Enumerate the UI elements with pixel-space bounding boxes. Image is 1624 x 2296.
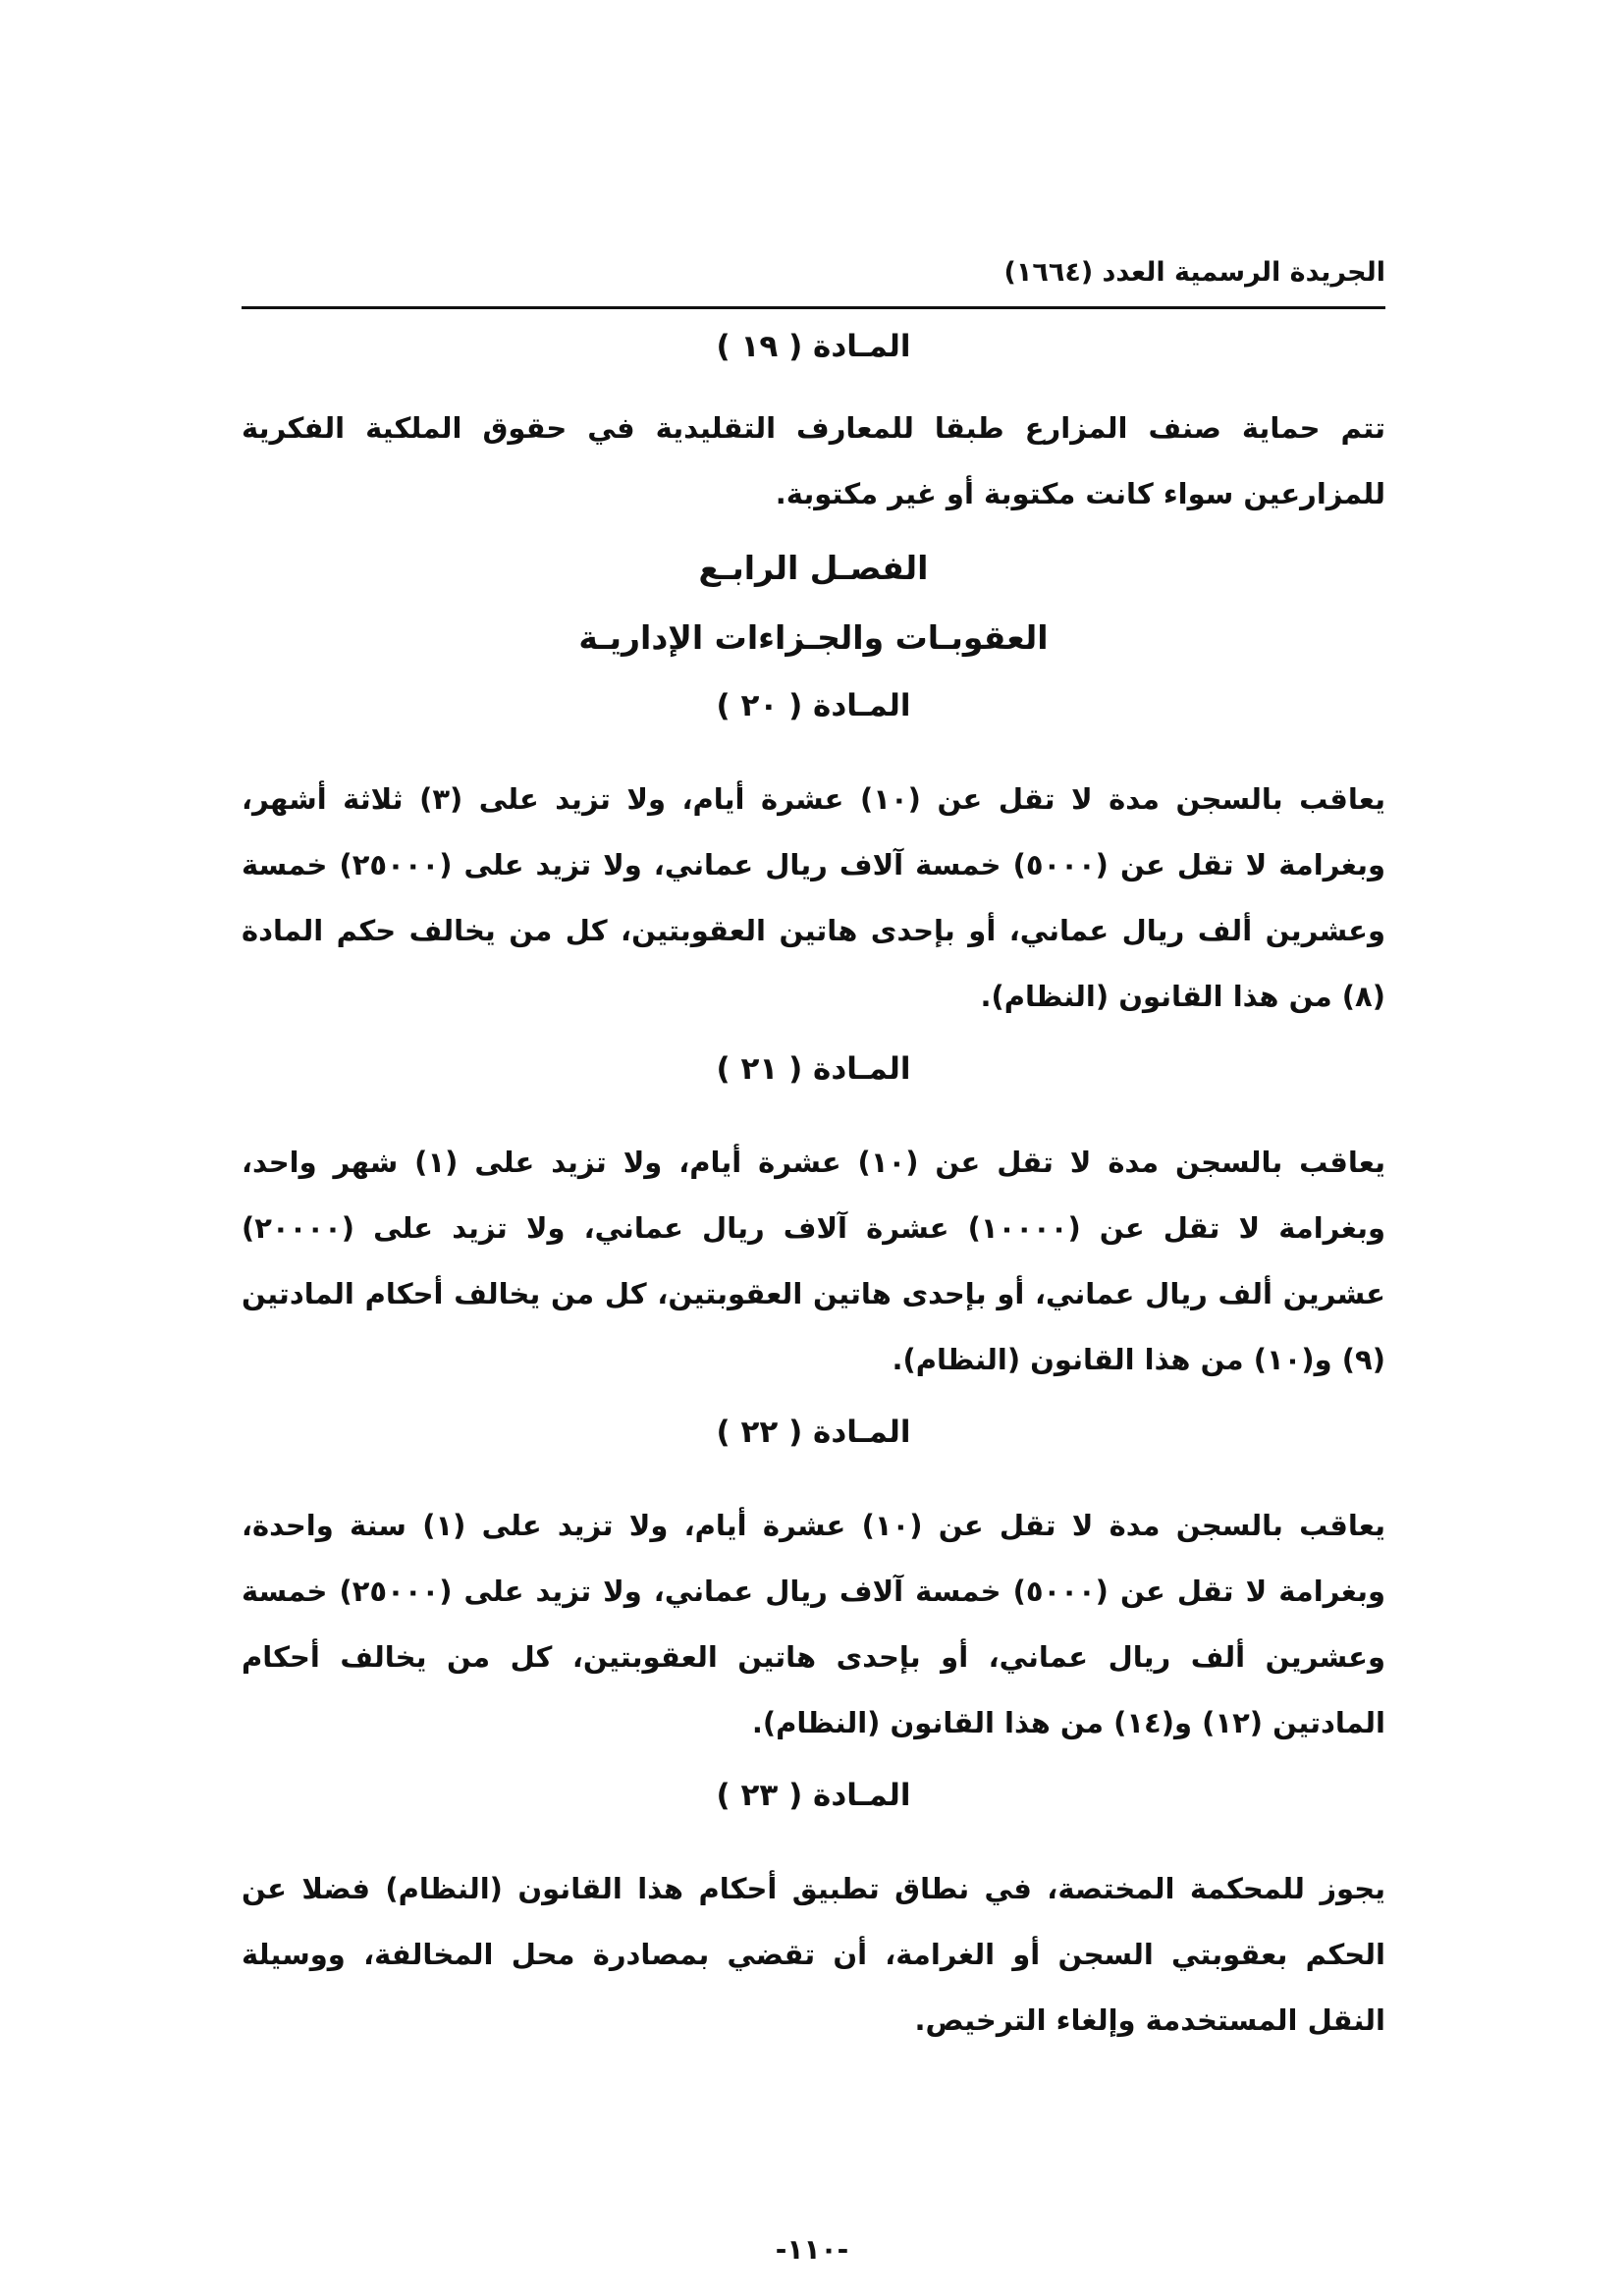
article-21-heading: المـادة ( ٢١ ): [716, 1051, 911, 1087]
article-21-text: يعاقب بالسجن مدة لا تقل عن (١٠) عشرة أيام، ولا تزيد على (١) شهر واحد، وبغرامة لا تقل عن (١٠٠٠٠) عشرة آلاف ريال عماني، ولا تزيد على (٢٠٠٠٠) عشرين ألف ريال عماني، أو بإحدى هاتين العقوبتين، كل من يخالف أحكام المادتين (٩) و(١٠) من هذا القانون (النظام).: [242, 1146, 1386, 1376]
article-19-text: تتم حماية صنف المزارع طبقا للمعارف التقليدية في حقوق الملكية الفكرية للمزارعين سواء كانت مكتوبة أو غير مكتوبة.: [242, 411, 1385, 510]
chapter-title-heading: العقوبـات والجـزاءات الإداريـة: [578, 618, 1049, 657]
article-20-text: يعاقب بالسجن مدة لا تقل عن (١٠) عشرة أيام، ولا تزيد على (٣) ثلاثة أشهر، وبغرامة لا تقل عن (٥٠٠٠) خمسة آلاف ريال عماني، ولا تزيد على (٢٥٠٠٠) خمسة وعشرين ألف ريال عماني، أو بإحدى هاتين العقوبتين، كل من يخالف حكم المادة (٨) من هذا القانون (النظام).: [242, 782, 1386, 1013]
article-20-heading: المـادة ( ٢٠ ): [716, 688, 911, 723]
article-19-heading: المـادة ( ١٩ ): [716, 329, 911, 364]
running-header: [242, 257, 1385, 309]
gazette-issue-header: الجريدة الرسمية العدد (١٦٦٤): [1003, 257, 1385, 288]
chapter-number-heading: الفصـل الرابـع: [698, 549, 929, 587]
page-number: -١١٠-: [775, 2233, 849, 2266]
article-22-text: يعاقب بالسجن مدة لا تقل عن (١٠) عشرة أيام، ولا تزيد على (١) سنة واحدة، وبغرامة لا تقل عن (٥٠٠٠) خمسة آلاف ريال عماني، ولا تزيد على (٢٥٠٠٠) خمسة وعشرين ألف ريال عماني، أو بإحدى هاتين العقوبتين، كل من يخالف أحكام المادتين (١٢) و(١٤) من هذا القانون (النظام).: [242, 1509, 1386, 1739]
article-23-heading: المـادة ( ٢٣ ): [716, 1778, 911, 1813]
page-body: [242, 329, 1385, 2054]
article-23-text: يجوز للمحكمة المختصة، في نطاق تطبيق أحكام هذا القانون (النظام) فضلا عن الحكم بعقوبتي السجن أو الغرامة، أن تقضي بمصادرة محل المخالفة، ووسيلة النقل المستخدمة وإلغاء الترخيص.: [242, 1872, 1385, 2037]
article-22-heading: المـادة ( ٢٢ ): [716, 1415, 911, 1450]
